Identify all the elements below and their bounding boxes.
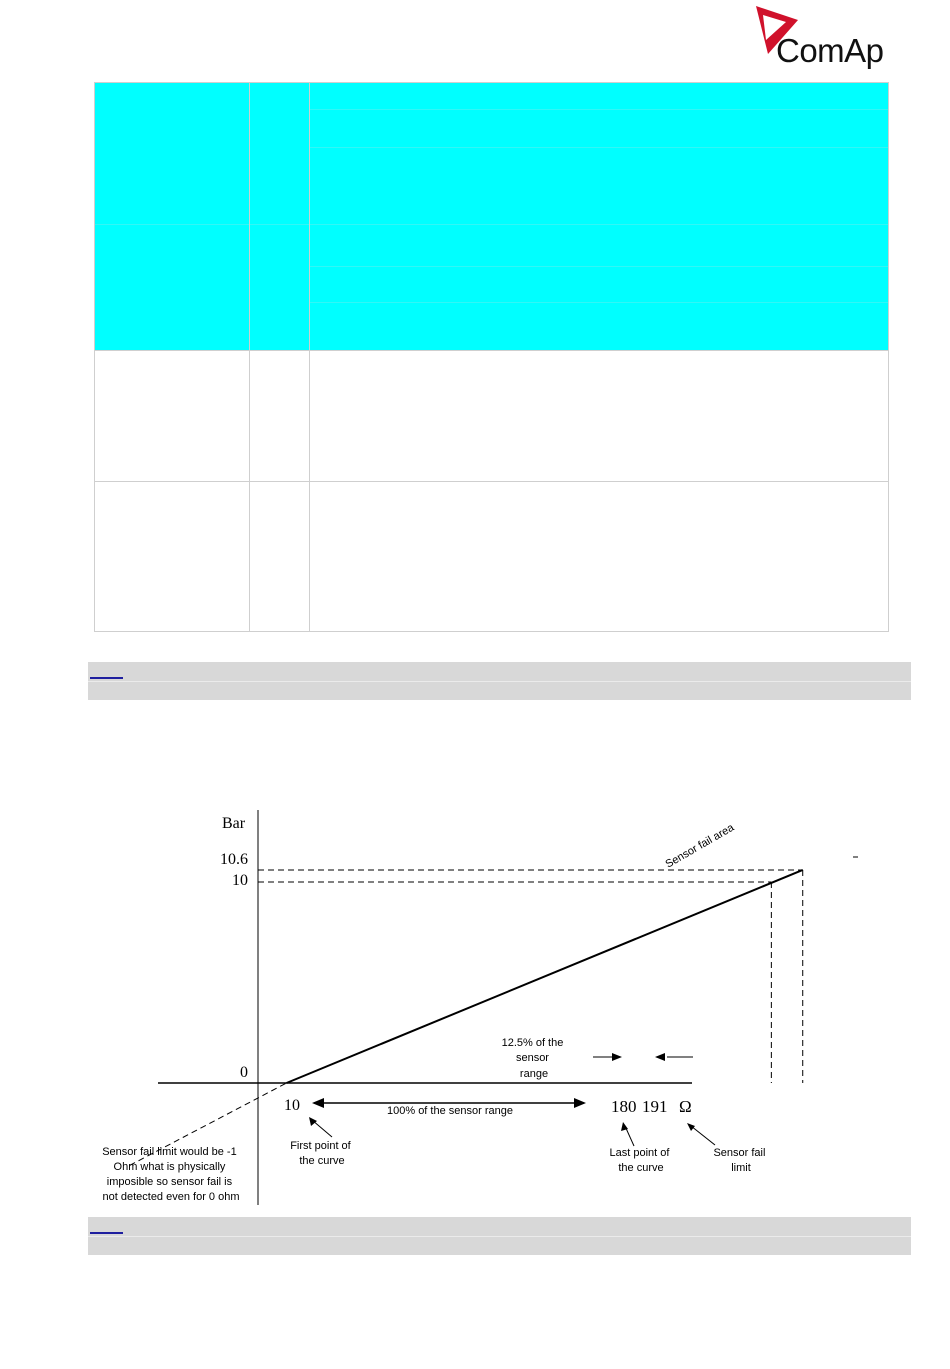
sensor-fail-area-label: Sensor fail area: [663, 821, 737, 871]
table-row-highlighted: [95, 83, 888, 350]
table-row: [95, 351, 888, 481]
percent-range-label: 12.5% of the sensor range: [501, 1037, 564, 1080]
caption-link[interactable]: [90, 1232, 123, 1234]
y-axis-label: Bar: [222, 815, 246, 832]
fail-limit-note: Sensor fail limit would be -1 Ohm what is physically imposible so sensor fail is not detected even for 0 ohm: [102, 1146, 240, 1203]
x-unit-label: Ω: [679, 1097, 692, 1116]
figure-caption-bar: [88, 662, 911, 700]
x-tick-label: 191: [642, 1097, 668, 1116]
sensor-curve-chart: [80, 800, 800, 1210]
x-tick-label: 10: [284, 1097, 300, 1114]
first-point-label: First point of the curve: [290, 1140, 351, 1167]
figure-caption-bar: [88, 1217, 911, 1255]
logo-text: ComAp: [776, 32, 884, 69]
parameter-table: [94, 82, 889, 632]
y-tick-label: 10.6: [220, 851, 248, 868]
table-row: [95, 482, 888, 632]
y-tick-label: 10: [232, 872, 248, 889]
last-point-label: Last point of the curve: [609, 1147, 670, 1174]
x-tick-label: 180: [611, 1097, 637, 1116]
caption-link[interactable]: [90, 677, 123, 679]
fail-limit-label: Sensor fail limit: [713, 1147, 766, 1174]
y-tick-label: 0: [240, 1064, 248, 1081]
full-range-label: 100% of the sensor range: [387, 1105, 513, 1117]
